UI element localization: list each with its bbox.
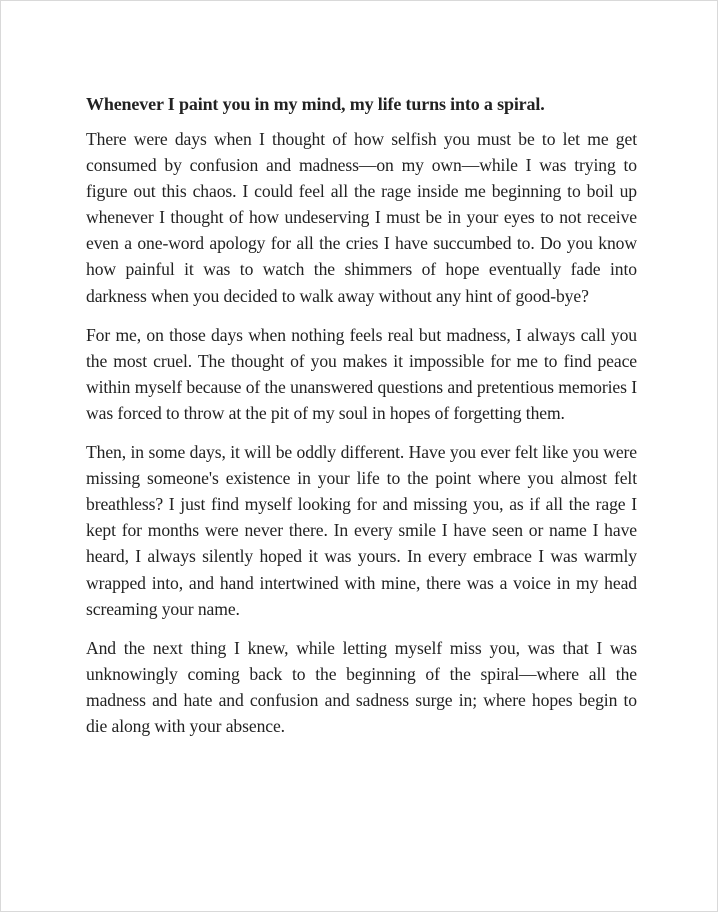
- paragraph-1: There were days when I thought of how selfish you must be to let me get consumed by confusion and madness—on my own—while I was trying to figure out this chaos. I could feel all the rage inside me beginning to boil up whenever I thought of how undeserving I must be in your eyes to not receive even a one-word apology for all the cries I have succumbed to. Do you know how painful it was to watch the shimmers of hope eventually fade into darkness when you decided to walk away without any hint of good-bye?: [86, 129, 637, 306]
- paragraph-2: For me, on those days when nothing feels real but madness, I always call you the most cruel. The thought of you makes it impossible for me to find peace within myself because of the unanswered questions and pretentious memories I was forced to throw at the pit of my soul in hopes of forgetting them.: [86, 324, 637, 423]
- paragraph-4: And the next thing I knew, while letting myself miss you, was that I was unknowingly coming back to the beginning of the spiral—where all the madness and hate and confusion and sadness surge in; where hopes begin to die along with your absence.: [86, 637, 637, 736]
- document-title: Whenever I paint you in my mind, my life turns into a spiral.: [86, 94, 545, 114]
- document-body: [86, 91, 637, 752]
- paragraph-3: Then, in some days, it will be oddly different. Have you ever felt like you were missing someone's existence in your life to the point where you almost felt breathless? I just find myself looking for and missing you, as if all the rage I kept for months were never there. In every smile I have seen or name I have heard, I always silently hoped it was yours. In every embrace I was warmly wrapped into, and hand intertwined with mine, there was a voice in my head screaming your name.: [86, 442, 637, 619]
